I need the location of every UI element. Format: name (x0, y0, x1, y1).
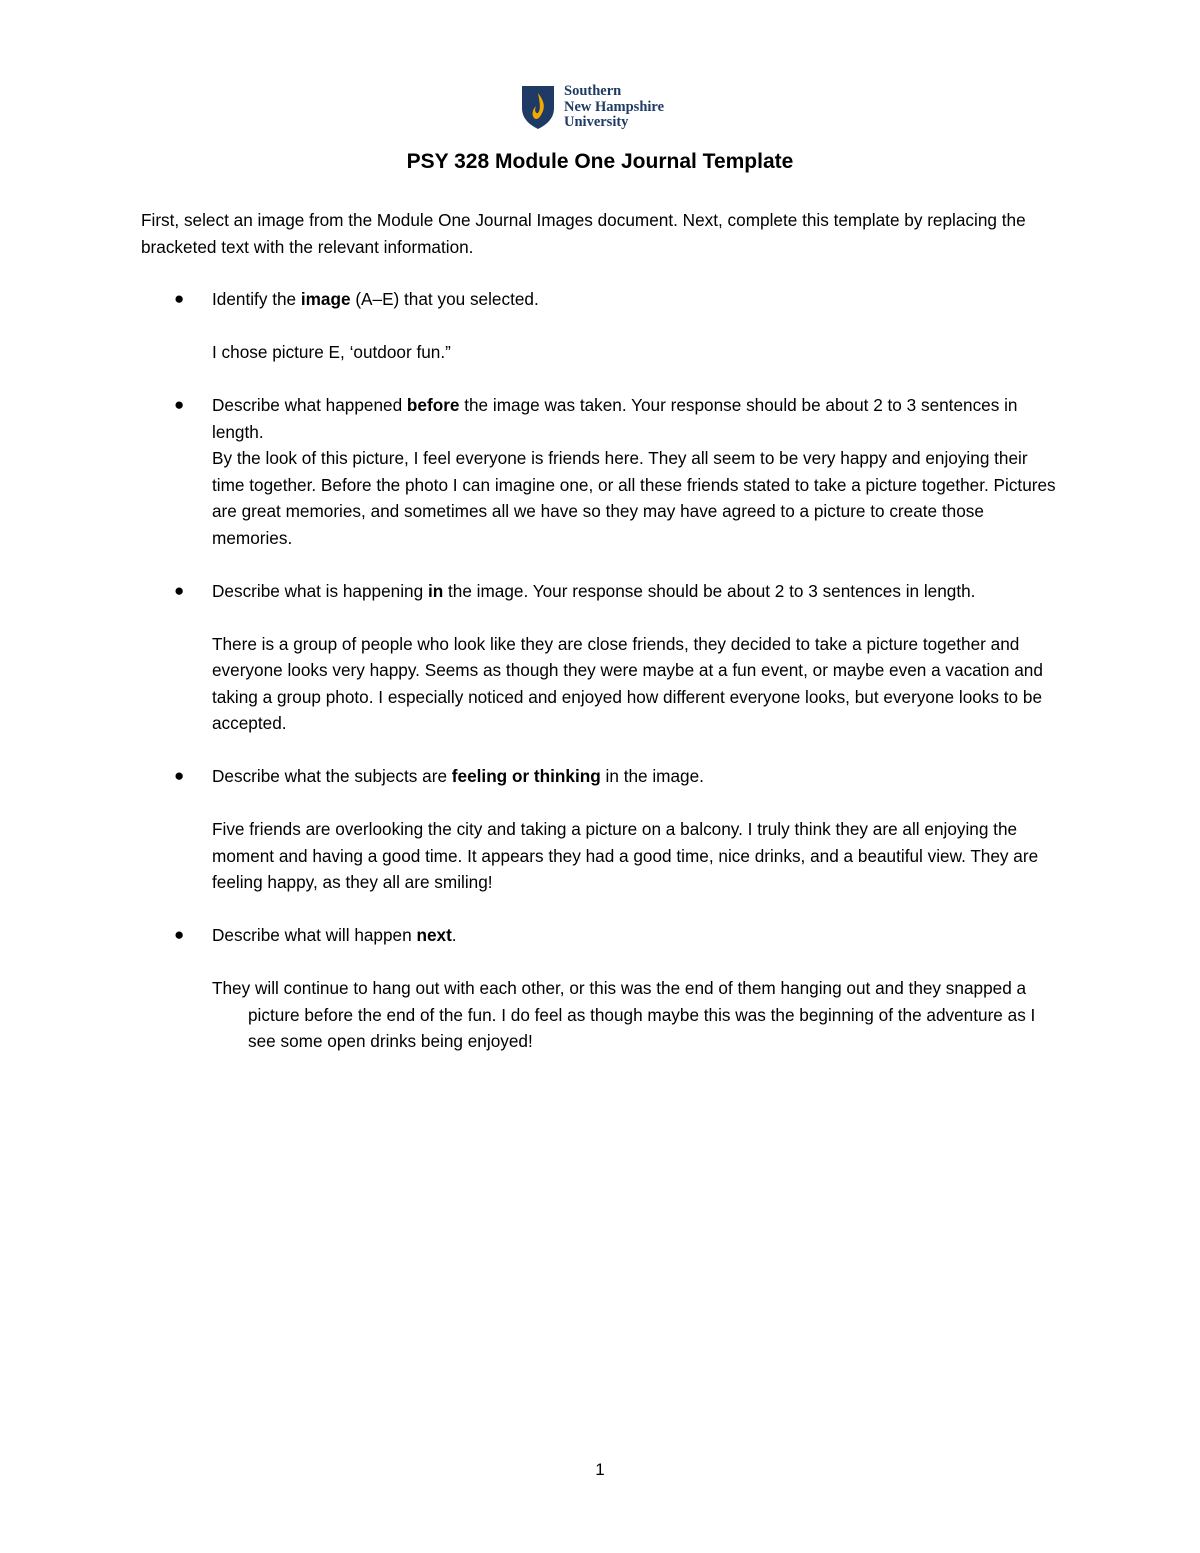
prompt-item-in (170, 578, 1060, 737)
intro-paragraph: First, select an image from the Module One Journal Images document. Next, complete this template by replacing the bracketed text with the relevant information. (141, 210, 1026, 257)
prompt-keyword: next (416, 925, 452, 945)
bullet-icon: ● (174, 580, 185, 600)
prompt-keyword: before (406, 395, 460, 415)
page-number: 1 (595, 1460, 605, 1479)
prompt-text (212, 578, 1060, 605)
shield-flame-icon (520, 84, 556, 130)
logo-line-2: New Hampshire (564, 98, 665, 115)
logo-wordmark (564, 84, 664, 131)
bullet-icon: ● (174, 766, 185, 785)
prompt-text (212, 763, 1060, 790)
response-text: They will continue to hang out with each other, or this was the end of them hanging out and they snapped a picture before the end of the fun. I do feel as though maybe this was the beginning of the adventure as I see some open drinks being enjoyed! (212, 978, 1036, 1051)
prompt-text-post: (A–E) that you selected. (350, 289, 539, 309)
prompt-text-post: . (451, 925, 457, 945)
prompt-item-before (170, 392, 1060, 551)
prompt-text-pre: Describe what happened (212, 395, 407, 415)
logo-line-3: University (564, 114, 629, 130)
logo-line-1: Southern (564, 83, 622, 99)
prompt-keyword: in (427, 580, 444, 601)
prompt-keyword: feeling or thinking (451, 766, 601, 786)
prompt-item-image (170, 286, 1060, 366)
university-logo (520, 84, 664, 131)
prompt-text-post: the image was taken. Your response should be about 2 to 3 sentences in length. (212, 395, 1018, 442)
prompt-text-pre: Identify the (212, 289, 301, 309)
response-text: I chose picture E, ‘outdoor fun.” (212, 342, 451, 362)
prompt-text-pre: Describe what will happen (212, 925, 417, 945)
response-text: By the look of this picture, I feel everyone is friends here. They all seem to be very happy and enjoying their time together. Before the photo I can imagine one, or all these friends stated to take a picture together. Pictures are great memories, and sometimes all we have so they may have agreed to a picture to create those memories. (212, 448, 1056, 548)
prompt-keyword: image (300, 289, 351, 309)
prompt-text-pre: Describe what is happening (212, 580, 428, 601)
bullet-icon: ● (174, 925, 185, 944)
bullet-icon: ● (174, 289, 185, 308)
prompt-text-post: the image. Your response should be about 2 to 3 sentences in length. (443, 580, 976, 601)
bullet-icon: ● (174, 395, 185, 414)
prompt-item-next (170, 922, 1060, 1055)
response-text: Five friends are overlooking the city and taking a picture on a balcony. I truly think they are all enjoying the moment and having a good time. It appears they had a good time, nice drinks, and a beautiful view. They are feeling happy, as they all are smiling! (212, 819, 1039, 892)
prompt-text (212, 286, 1060, 313)
prompt-text-pre: Describe what the subjects are (212, 766, 452, 786)
journal-prompts-list (170, 286, 1060, 1055)
response-text: There is a group of people who look like they are close friends, they decided to take a picture together and everyone looks very happy. Seems as though they were maybe at a fun event, or maybe even a vacation and taking a group photo. I especially noticed and enjoyed how different everyone looks, but everyone looks to be accepted. (212, 633, 1043, 733)
prompt-text-post: in the image. (600, 766, 704, 786)
prompt-item-feeling (170, 763, 1060, 896)
prompt-text (212, 922, 1060, 949)
page-title: PSY 328 Module One Journal Template (406, 150, 794, 173)
prompt-text (212, 392, 1060, 445)
